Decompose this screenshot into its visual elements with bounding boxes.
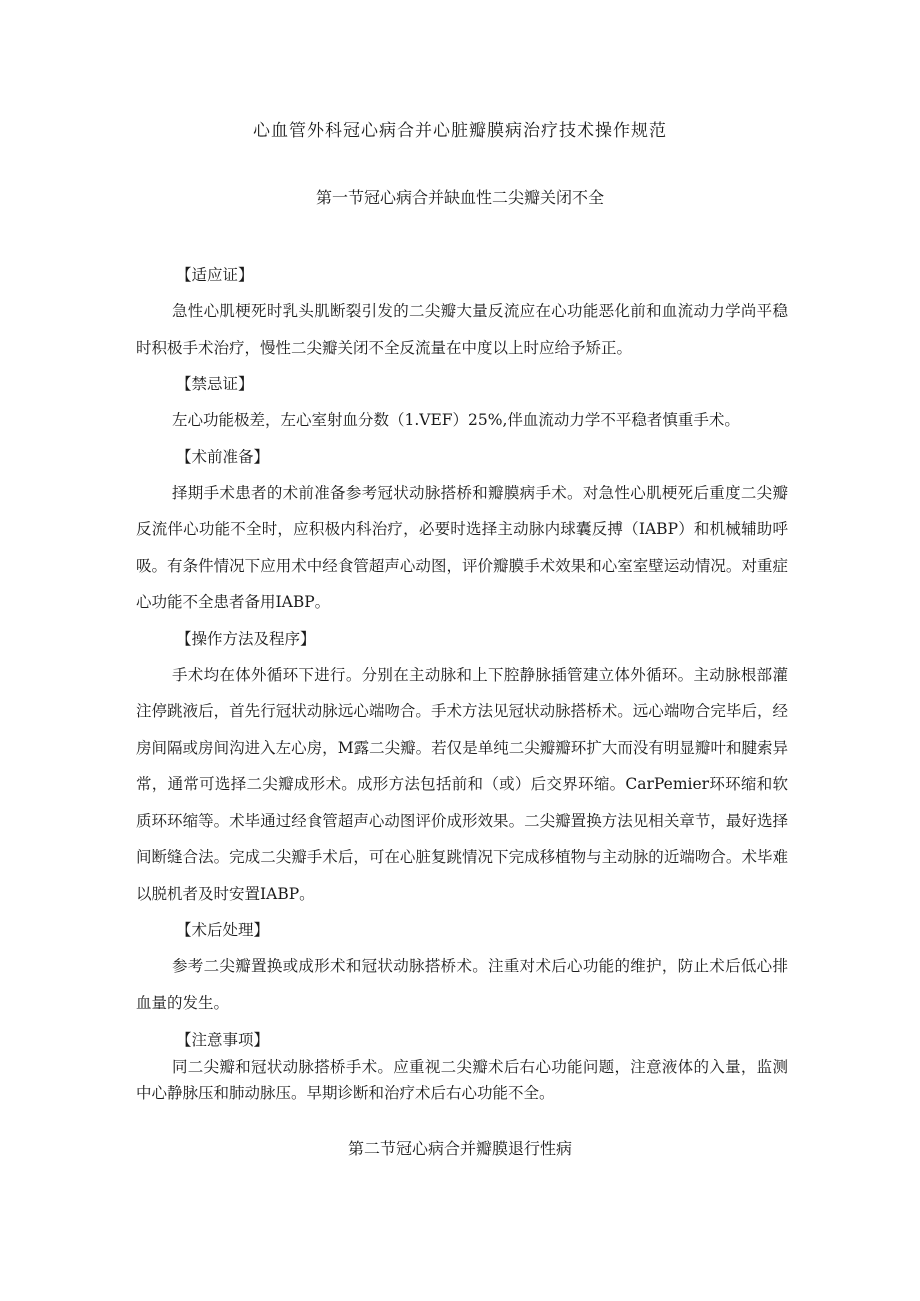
postop-paragraph: 参考二尖瓣置换或成形术和冠状动脉搭桥术。注重对术后心功能的维护，防止术后低心排血量的发生。: [136, 957, 788, 1012]
notes-heading: 【注意事项】: [176, 1031, 270, 1049]
notes-paragraph: 同二尖瓣和冠状动脉搭桥手术。应重视二尖瓣术后右心功能问题，注意液体的入量，监测中心静脉压和肺动脉压。早期诊断和治疗术后右心功能不全。: [136, 1058, 788, 1102]
section-1-body: [136, 257, 788, 1106]
procedure-heading: 【操作方法及程序】: [176, 629, 316, 648]
indications-heading: 【适应证】: [176, 266, 254, 284]
preop-paragraph: 择期手术患者的术前准备参考冠状动脉搭桥和瓣膜病手术。对急性心肌梗死后重度二尖瓣反流伴心功能不全时，应积极内科治疗，必要时选择主动脉内球囊反搏（IABP）和机械辅助呼吸。有条件情况下应用术中经食管超声心动图，评价瓣膜手术效果和心室室壁运动情况。对重症心功能不全患者备用IABP。: [136, 483, 788, 611]
procedure-paragraph: 手术均在体外循环下进行。分别在主动脉和上下腔静脉插管建立体外循环。主动脉根部灌注停跳液后，首先行冠状动脉远心端吻合。手术方法见冠状动脉搭桥术。远心端吻合完毕后，经房间隔或房间沟进入左心房，M露二尖瓣。若仅是单纯二尖瓣瓣环扩大而没有明显瓣叶和腱索异常，通常可选择二尖瓣成形术。成形方法包括前和（或）后交界环缩。CarPemier环环缩和软质环环缩等。术毕通过经食管超声心动图评价成形效果。二尖瓣置换方法见相关章节，最好选择间断缝合法。完成二尖瓣手术后，可在心脏复跳情况下完成移植物与主动脉的近端吻合。术毕难以脱机者及时安置IABP。: [136, 665, 788, 903]
section-1-title: 第一节冠心病合并缺血性二尖瓣关闭不全: [315, 188, 604, 207]
indications-paragraph: 急性心肌梗死时乳头肌断裂引发的二尖瓣大量反流应在心功能恶化前和血流动力学尚平稳时积极手术治疗，慢性二尖瓣关闭不全反流量在中度以上时应给予矫正。: [136, 302, 788, 357]
contraindications-paragraph: 左心功能极差，左心室射血分数（1.VEF）25%,伴血流动力学不平稳者慎重手术。: [172, 411, 740, 429]
contraindications-heading: 【禁忌证】: [176, 375, 254, 393]
section-2-title: 第二节冠心病合并瓣膜退行性病: [347, 1139, 572, 1158]
document-title: 心血管外科冠心病合并心脏瓣膜病治疗技术操作规范: [253, 121, 667, 141]
preop-heading: 【术前准备】: [176, 447, 270, 466]
postop-heading: 【术后处理】: [176, 921, 270, 939]
